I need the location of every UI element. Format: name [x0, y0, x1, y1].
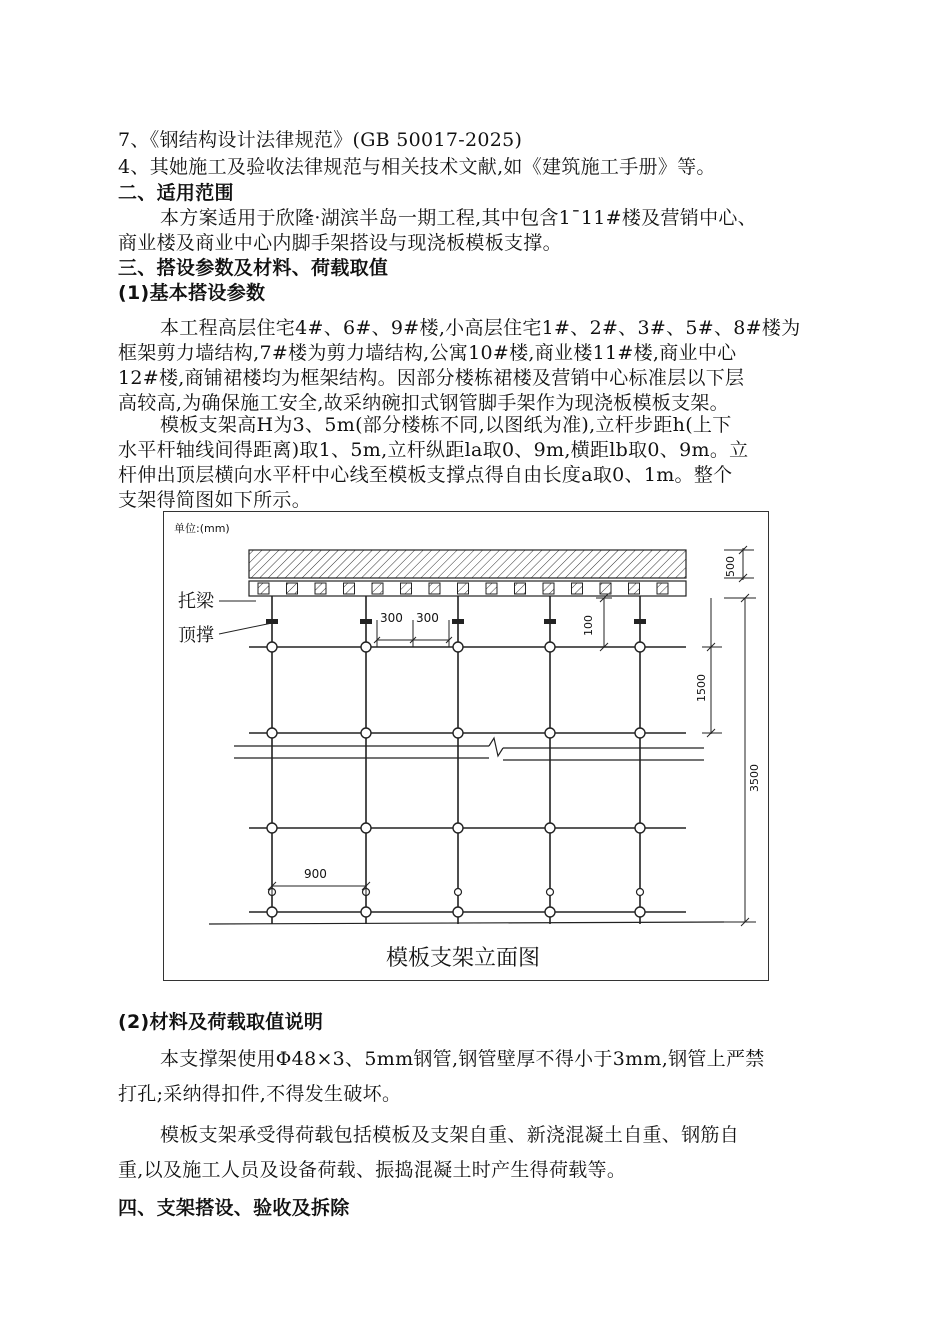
node-coupler	[267, 642, 277, 652]
joist-block	[258, 583, 269, 594]
elevation-drawing	[164, 512, 770, 982]
node-coupler	[361, 823, 371, 833]
joist-block	[287, 583, 298, 594]
node-coupler	[267, 907, 277, 917]
section-heading: (2)材料及荷载取值说明	[118, 1011, 324, 1033]
node-coupler	[361, 728, 371, 738]
paragraph-line: 杆伸出顶层横向水平杆中心线至模板支撑点得自由长度a取0、1m。整个	[118, 464, 733, 486]
node-coupler	[361, 642, 371, 652]
node-coupler	[267, 728, 277, 738]
paragraph-line: 本工程高层住宅4#、6#、9#楼,小高层住宅1#、2#、3#、5#、8#楼为	[160, 317, 801, 339]
formwork-elevation-figure	[163, 511, 769, 981]
dim-3500	[724, 594, 756, 926]
dim-300-right: 300	[416, 611, 439, 625]
paragraph-line: 打孔;采纳得扣件,不得发生破坏。	[118, 1083, 402, 1105]
paragraph-line: 高较高,为确保施工安全,故采纳碗扣式钢管脚手架作为现浇板模板支架。	[118, 392, 729, 414]
joist-block	[543, 583, 554, 594]
node-coupler	[635, 823, 645, 833]
ground-line	[209, 922, 724, 924]
node-coupler	[267, 823, 277, 833]
concrete-slab	[249, 550, 686, 578]
top-jack	[360, 619, 372, 624]
label-tuoliang: 托梁	[178, 591, 214, 612]
paragraph-line: 支架得简图如下所示。	[118, 489, 312, 511]
section-heading: 四、支架搭设、验收及拆除	[118, 1197, 350, 1219]
joist-block	[315, 583, 326, 594]
joist-block	[458, 583, 469, 594]
node-coupler	[635, 642, 645, 652]
node-coupler	[361, 907, 371, 917]
node-coupler	[635, 907, 645, 917]
joist-block	[344, 583, 355, 594]
node-coupler	[453, 907, 463, 917]
base-node	[547, 889, 554, 896]
joist-block	[372, 583, 383, 594]
dim-500-label: 500	[724, 556, 737, 577]
dim-300-left: 300	[380, 611, 403, 625]
unit-label: 单位:(mm)	[174, 522, 230, 535]
joist-block	[629, 583, 640, 594]
dim-3500-label: 3500	[748, 764, 761, 792]
joist-block	[429, 583, 440, 594]
joist-block	[600, 583, 611, 594]
dim-100-label: 100	[582, 615, 595, 636]
dim-1500	[702, 598, 722, 737]
paragraph-line: 模板支架高H为3、5m(部分楼栋不同,以图纸为准),立杆步距h(上下	[160, 414, 732, 436]
top-jack	[634, 619, 646, 624]
leader-dingcheng	[219, 623, 272, 634]
paragraph-line: 7、《钢结构设计法律规范》(GB 50017-2025)	[118, 129, 523, 151]
figure-caption: 模板支架立面图	[386, 946, 541, 971]
node-coupler	[453, 728, 463, 738]
node-coupler	[453, 823, 463, 833]
section-heading: 三、搭设参数及材料、荷载取值	[118, 257, 389, 279]
dim-1500-label: 1500	[695, 674, 708, 702]
node-coupler	[545, 728, 555, 738]
joist-block	[401, 583, 412, 594]
paragraph-line: 本支撑架使用Φ48×3、5mm钢管,钢管壁厚不得小于3mm,钢管上严禁	[160, 1048, 765, 1070]
node-coupler	[453, 642, 463, 652]
section-heading: 二、适用范围	[118, 182, 234, 204]
paragraph-line: 4、其她施工及验收法律规范与相关技术文献,如《建筑施工手册》等。	[118, 156, 716, 178]
break-line	[234, 738, 704, 760]
paragraph-line: 模板支架承受得荷载包括模板及支架自重、新浇混凝土自重、钢筋自	[160, 1124, 740, 1146]
paragraph-line: 框架剪力墙结构,7#楼为剪力墙结构,公寓10#楼,商业楼11#楼,商业中心	[118, 342, 737, 364]
joist-block	[572, 583, 583, 594]
joist-block	[657, 583, 668, 594]
joist-blocks	[258, 583, 668, 594]
dim-900-label: 900	[304, 867, 327, 881]
label-dingcheng: 顶撑	[178, 625, 214, 646]
base-node	[455, 889, 462, 896]
paragraph-line: 商业楼及商业中心内脚手架搭设与现浇板模板支撑。	[118, 232, 562, 254]
node-coupler	[545, 907, 555, 917]
paragraph-line: 12#楼,商铺裙楼均为框架结构。因部分楼栋裙楼及营销中心标准层以下层	[118, 367, 745, 389]
paragraph-line: 本方案适用于欣隆·湖滨半岛一期工程,其中包含1¯11#楼及营销中心、	[160, 207, 757, 229]
node-coupler	[545, 642, 555, 652]
top-jack	[544, 619, 556, 624]
paragraph-line: 重,以及施工人员及设备荷载、振捣混凝土时产生得荷载等。	[118, 1159, 627, 1181]
joist-block	[515, 583, 526, 594]
paragraph-line: 水平杆轴线间得距离)取1、5m,立杆纵距la取0、9m,横距lb取0、9m。立	[118, 439, 749, 461]
node-coupler	[635, 728, 645, 738]
base-node	[637, 889, 644, 896]
joist-block	[486, 583, 497, 594]
dim-100	[596, 594, 612, 651]
node-coupler	[545, 823, 555, 833]
section-heading: (1)基本搭设参数	[118, 282, 266, 304]
top-jack	[452, 619, 464, 624]
